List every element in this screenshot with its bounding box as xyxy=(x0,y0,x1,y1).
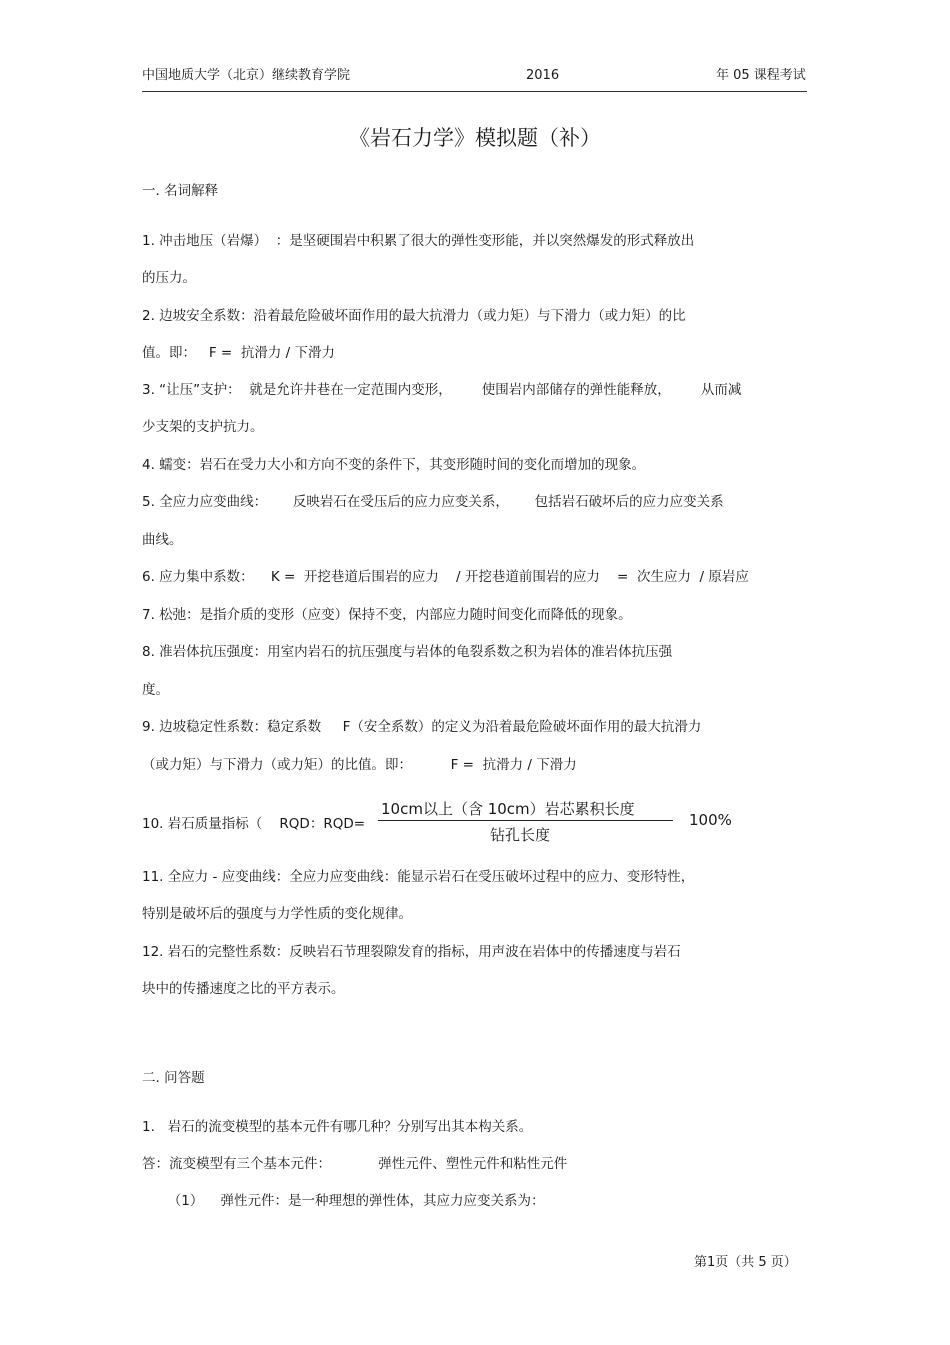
text-line: 特别是破坏后的强度与力学性质的变化规律。 xyxy=(142,906,412,922)
text-line: 少支架的支护抗力。 xyxy=(142,419,264,435)
text-line: 值。即： F = 抗滑力 / 下滑力 xyxy=(142,345,335,361)
text-line: 6. 应力集中系数： K = 开挖巷道后围岩的应力 / 开挖巷道前围岩的应力 = 次生应力 / 原岩应 xyxy=(142,569,749,585)
text-line: 1. 岩石的流变模型的基本元件有哪几种？分别写出其本构关系。 xyxy=(142,1119,533,1135)
header-rule xyxy=(142,91,807,92)
rqd-numerator: 10cm以上（含 10cm）岩芯累积长度 xyxy=(381,800,635,818)
header-left: 中国地质大学（北京）继续教育学院 xyxy=(142,68,351,83)
text-line: 7. 松弛：是指介质的变形（应变）保持不变，内部应力随时间变化而降低的现象。 xyxy=(142,607,632,623)
text-line: 8. 准岩体抗压强度：用室内岩石的抗压强度与岩体的龟裂系数之积为岩体的准岩体抗压强 xyxy=(142,644,673,660)
text-line: 4. 蠕变：岩石在受力大小和方向不变的条件下，其变形随时间的变化而增加的现象。 xyxy=(142,457,646,473)
text-line: （1） 弹性元件：是一种理想的弹性体，其应力应变关系为： xyxy=(142,1193,545,1209)
section-heading-terms: 一. 名词解释 xyxy=(142,183,219,199)
text-line: 2. 边坡安全系数：沿着最危险破坏面作用的最大抗滑力（或力矩）与下滑力（或力矩）的比 xyxy=(142,308,686,324)
text-line: 9. 边坡稳定性系数：稳定系数 F（安全系数）的定义为沿着最危险破坏面作用的最大抗滑力 xyxy=(142,719,702,735)
text-line: 答：流变模型有三个基本元件： 弹性元件、塑性元件和粘性元件 xyxy=(142,1156,568,1172)
text-line: 块中的传播速度之比的平方表示。 xyxy=(142,981,345,997)
section-heading-questions: 二. 问答题 xyxy=(142,1070,205,1086)
fraction-bar xyxy=(378,820,673,821)
text-line: 度。 xyxy=(142,682,169,698)
rqd-formula xyxy=(142,798,762,848)
header-right: 年 05 课程考试 xyxy=(716,68,806,83)
text-line: 12. 岩石的完整性系数：反映岩石节理裂隙发育的指标，用声波在岩体中的传播速度与岩石 xyxy=(142,944,681,960)
document-title: 《岩石力学》模拟题（补） xyxy=(349,126,601,150)
text-line: 11. 全应力 - 应变曲线：全应力应变曲线：能显示岩石在受压破坏过程中的应力、变形特性， xyxy=(142,869,695,885)
page-number: 第1页（共 5 页） xyxy=(694,1255,797,1270)
header-year: 2016 xyxy=(526,68,560,83)
text-line: 1. 冲击地压（岩爆） ：是坚硬围岩中积累了很大的弹性变形能，并以突然爆发的形式释放出 xyxy=(142,233,695,249)
text-line: 曲线。 xyxy=(142,532,183,548)
rqd-factor: 100% xyxy=(689,811,732,829)
text-line: 3. “让压”支护： 就是允许井巷在一定范围内变形， 使围岩内部储存的弹性能释放， 从而减 xyxy=(142,382,742,398)
text-line: 的压力。 xyxy=(142,270,196,286)
text-line: 5. 全应力应变曲线： 反映岩石在受压后的应力应变关系， 包括岩石破坏后的应力应变关系 xyxy=(142,494,724,510)
rqd-formula-label: 10. 岩石质量指标（ RQD：RQD= xyxy=(142,816,366,832)
rqd-denominator: 钻孔长度 xyxy=(490,826,551,844)
text-line: （或力矩）与下滑力（或力矩）的比值。即： F = 抗滑力 / 下滑力 xyxy=(142,757,577,773)
